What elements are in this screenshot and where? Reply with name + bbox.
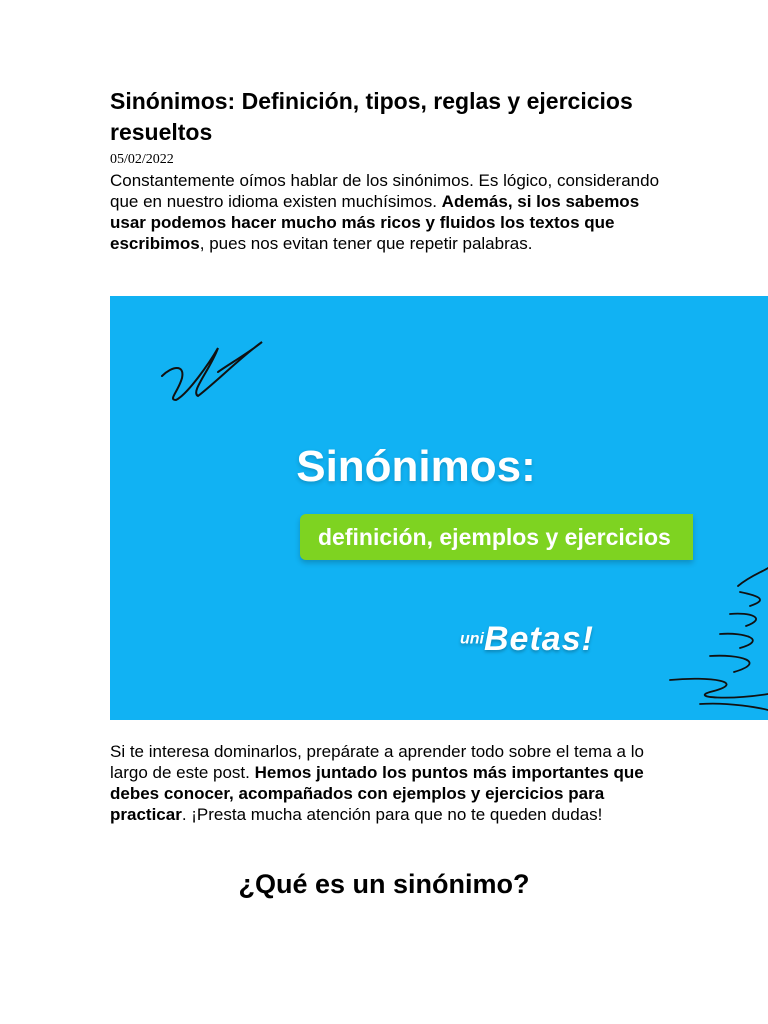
unibetas-logo: uniBetas!	[460, 620, 594, 658]
intro-paragraph	[110, 170, 662, 254]
para2-text-2: . ¡Presta mucha atención para que no te queden dudas!	[181, 805, 603, 824]
section-heading: ¿Qué es un sinónimo?	[238, 869, 530, 899]
publish-date: 05/02/2022	[110, 152, 174, 167]
banner-subtitle-ribbon: definición, ejemplos y ejercicios	[300, 514, 693, 560]
para2-bold-text: Hemos juntado los puntos más importantes que debes conocer, acompañados con ejemplos y ejercicios para practicar	[110, 763, 644, 824]
banner-title: Sinónimos:	[296, 442, 536, 491]
second-paragraph	[110, 741, 662, 825]
article-title: Sinónimos: Definición, tipos, reglas y ejercicios resueltos	[110, 88, 633, 145]
hero-banner-image	[110, 296, 768, 720]
intro-bold-text: Además, si los sabemos usar podemos hacer mucho más ricos y fluidos los textos que escribimos	[110, 192, 640, 253]
scribble-decoration	[110, 296, 768, 720]
para2-text-1: Si te interesa dominarlos, prepárate a aprender todo sobre el tema a lo largo de este post.	[110, 742, 644, 782]
intro-text-1: Constantemente oímos hablar de los sinónimos. Es lógico, considerando que en nuestro idioma existen muchísimos.	[110, 171, 660, 211]
intro-text-2: , pues nos evitan tener que repetir palabras.	[199, 234, 533, 253]
